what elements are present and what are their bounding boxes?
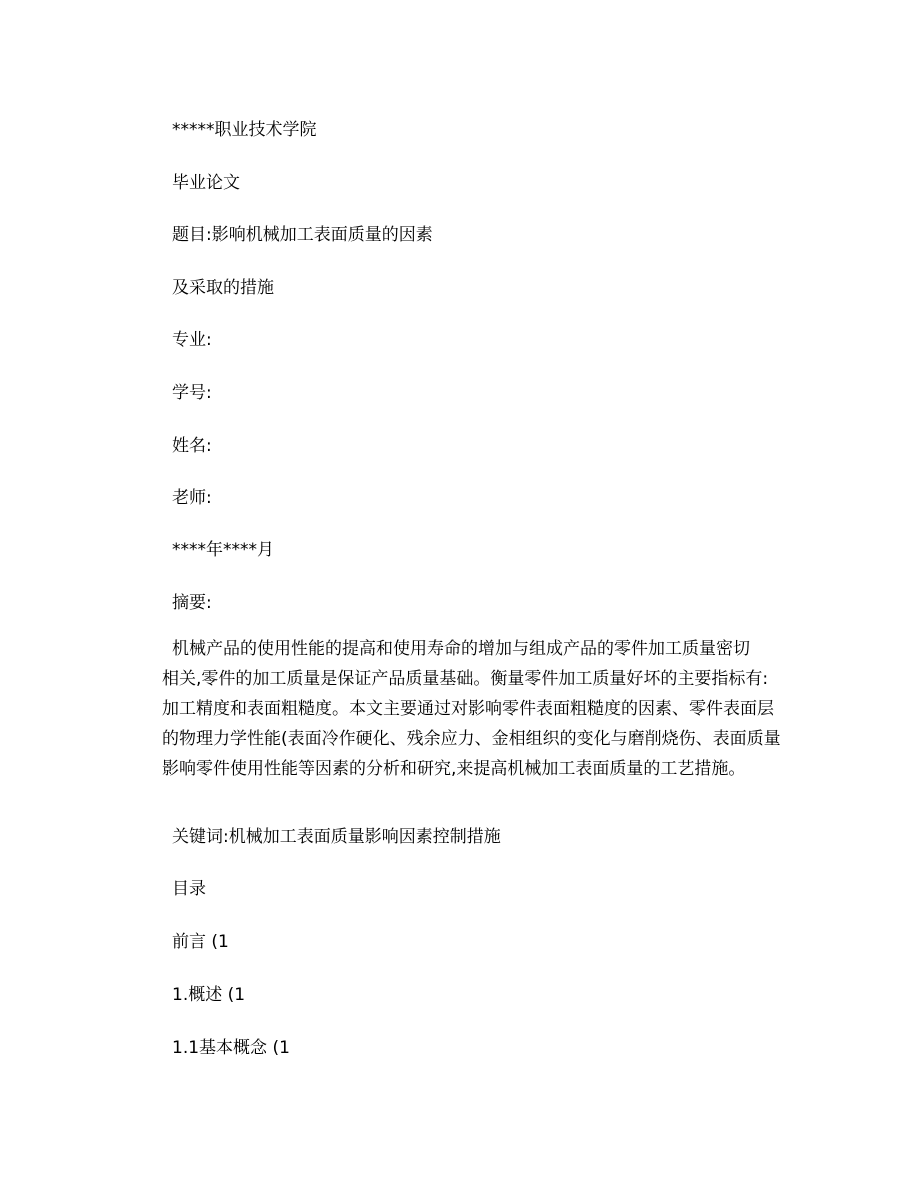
abstract-line: 的物理力学性能(表面冷作硬化、残余应力、金相组织的变化与磨削烧伤、表面质量 — [162, 729, 781, 749]
title-line-1: 题目:影响机械加工表面质量的因素 — [172, 225, 433, 245]
name-label: 姓名: — [172, 436, 212, 456]
institution-name: *****职业技术学院 — [172, 120, 317, 140]
abstract-line: 相关,零件的加工质量是保证产品质量基础。衡量零件加工质量好坏的主要指标有: — [162, 669, 769, 689]
major-label: 专业: — [172, 330, 212, 350]
toc-entry: 1.概述 (1 — [172, 985, 246, 1005]
document-type: 毕业论文 — [172, 173, 240, 193]
teacher-label: 老师: — [172, 488, 212, 508]
abstract-body — [162, 634, 782, 784]
keywords-line: 关键词:机械加工表面质量影响因素控制措施 — [172, 827, 501, 847]
abstract-line: 加工精度和表面粗糙度。本文主要通过对影响零件表面粗糙度的因素、零件表面层 — [162, 699, 774, 719]
toc-entry: 前言 (1 — [172, 932, 229, 952]
toc-entry: 1.1基本概念 (1 — [172, 1038, 290, 1058]
student-id-label: 学号: — [172, 383, 212, 403]
toc-heading: 目录 — [172, 879, 206, 899]
title-line-2: 及采取的措施 — [172, 278, 274, 298]
date-line: ****年****月 — [172, 540, 274, 560]
abstract-line: 影响零件使用性能等因素的分析和研究,来提高机械加工表面质量的工艺措施。 — [162, 759, 746, 779]
abstract-line: 机械产品的使用性能的提高和使用寿命的增加与组成产品的零件加工质量密切 — [172, 639, 750, 659]
abstract-label: 摘要: — [172, 593, 212, 613]
